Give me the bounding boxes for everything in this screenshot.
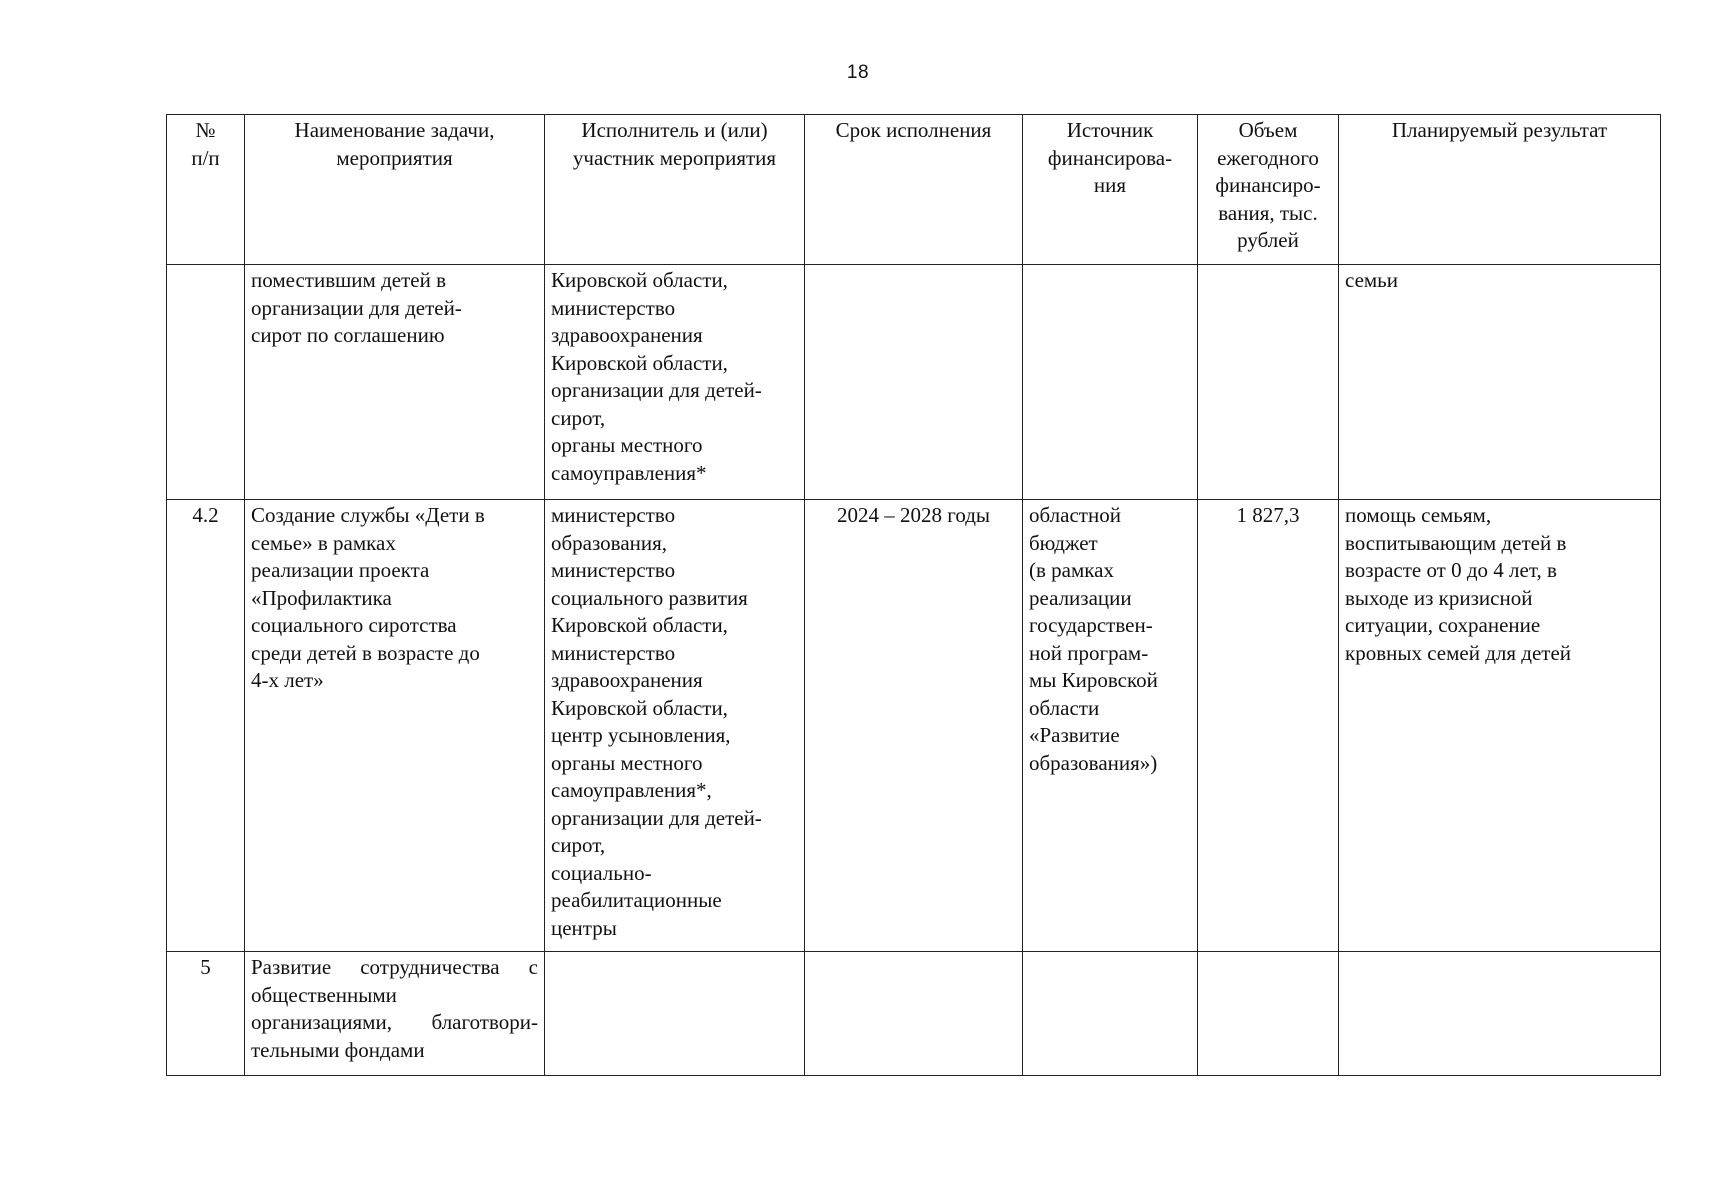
header-executor: Исполнитель и (или) участник мероприятия bbox=[545, 115, 805, 265]
row-funding-volume: 1 827,3 bbox=[1198, 500, 1339, 952]
header-funding-volume: Объем ежегодного финансиро- вания, тыс. рублей bbox=[1198, 115, 1339, 265]
row-task-name: Создание службы «Дети в семье» в рамках реализации проекта «Профилактика социального сиротства среди детей в возрасте до 4-х лет» bbox=[245, 500, 545, 952]
table-row bbox=[167, 952, 1661, 1076]
table-row bbox=[167, 265, 1661, 500]
header-number: № п/п bbox=[167, 115, 245, 265]
row-funding-source: областной бюджет (в рамках реализации государствен- ной програм- мы Кировской области «Развитие образования») bbox=[1023, 500, 1198, 952]
table-header-row bbox=[167, 115, 1661, 265]
row-number: 5 bbox=[167, 952, 245, 1076]
row-term bbox=[805, 265, 1023, 500]
row-funding-volume bbox=[1198, 952, 1339, 1076]
row-executor bbox=[545, 952, 805, 1076]
row-executor: Кировской области, министерство здравоохранения Кировской области, организации для детей- сирот, органы местного самоуправления* bbox=[545, 265, 805, 500]
table-row bbox=[167, 500, 1661, 952]
row-funding-volume bbox=[1198, 265, 1339, 500]
header-planned-result: Планируемый результат bbox=[1339, 115, 1661, 265]
row-funding-source bbox=[1023, 952, 1198, 1076]
page-number: 18 bbox=[846, 62, 870, 83]
row-planned-result: семьи bbox=[1339, 265, 1661, 500]
row-term: 2024 – 2028 годы bbox=[805, 500, 1023, 952]
header-term: Срок исполнения bbox=[805, 115, 1023, 265]
row-number bbox=[167, 265, 245, 500]
row-funding-source bbox=[1023, 265, 1198, 500]
row-term bbox=[805, 952, 1023, 1076]
row-task-name: поместившим детей в организации для детей- сирот по соглашению bbox=[245, 265, 545, 500]
row-planned-result bbox=[1339, 952, 1661, 1076]
header-funding-source: Источник финансирова- ния bbox=[1023, 115, 1198, 265]
measures-table bbox=[166, 114, 1661, 1076]
header-task-name: Наименование задачи, мероприятия bbox=[245, 115, 545, 265]
row-number: 4.2 bbox=[167, 500, 245, 952]
row-task-name: Развитие сотрудничества с общественными организациями, благотворительными фондами bbox=[245, 952, 545, 1076]
row-planned-result: помощь семьям, воспитывающим детей в возрасте от 0 до 4 лет, в выходе из кризисной ситуации, сохранение кровных семей для детей bbox=[1339, 500, 1661, 952]
row-executor: министерство образования, министерство социального развития Кировской области, министерство здравоохранения Кировской области, центр усыновления, органы местного самоуправления*, организации для детей- сирот, социально- реабилитационные центры bbox=[545, 500, 805, 952]
